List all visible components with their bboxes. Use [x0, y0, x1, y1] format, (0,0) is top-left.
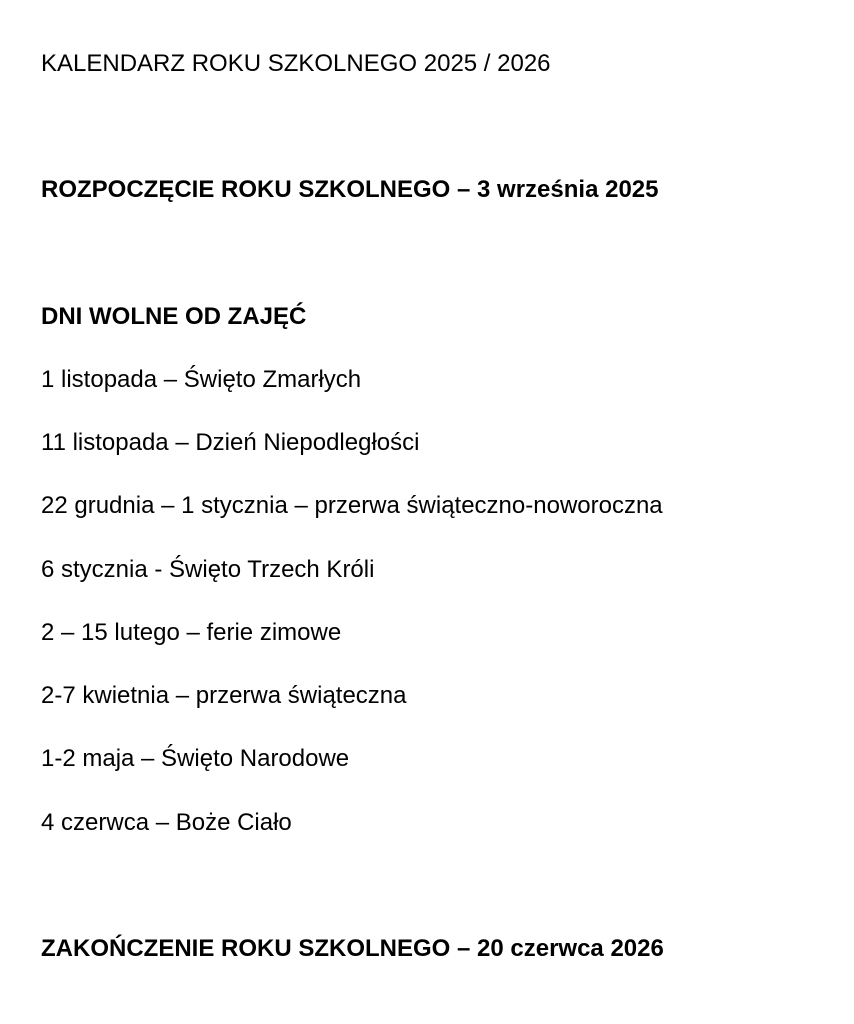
day-off-item: 1 listopada – Święto Zmarłych: [41, 366, 362, 393]
school-calendar-document: [41, 0, 841, 1024]
day-off-item: 6 stycznia - Święto Trzech Króli: [41, 556, 375, 583]
document-title: KALENDARZ ROKU SZKOLNEGO 2025 / 2026: [41, 50, 551, 77]
day-off-item: 1-2 maja – Święto Narodowe: [41, 745, 350, 772]
days-off-heading: DNI WOLNE OD ZAJĘĆ: [41, 303, 307, 330]
school-year-end: ZAKOŃCZENIE ROKU SZKOLNEGO – 20 czerwca 2026: [41, 935, 664, 962]
day-off-item: 22 grudnia – 1 stycznia – przerwa świąteczno-noworoczna: [41, 492, 663, 519]
day-off-item: 11 listopada – Dzień Niepodległości: [41, 429, 420, 456]
day-off-item: 2-7 kwietnia – przerwa świąteczna: [41, 682, 407, 709]
day-off-item: 2 – 15 lutego – ferie zimowe: [41, 619, 342, 646]
day-off-item: 4 czerwca – Boże Ciało: [41, 809, 292, 836]
school-year-start: ROZPOCZĘCIE ROKU SZKOLNEGO – 3 września 2025: [41, 176, 659, 203]
